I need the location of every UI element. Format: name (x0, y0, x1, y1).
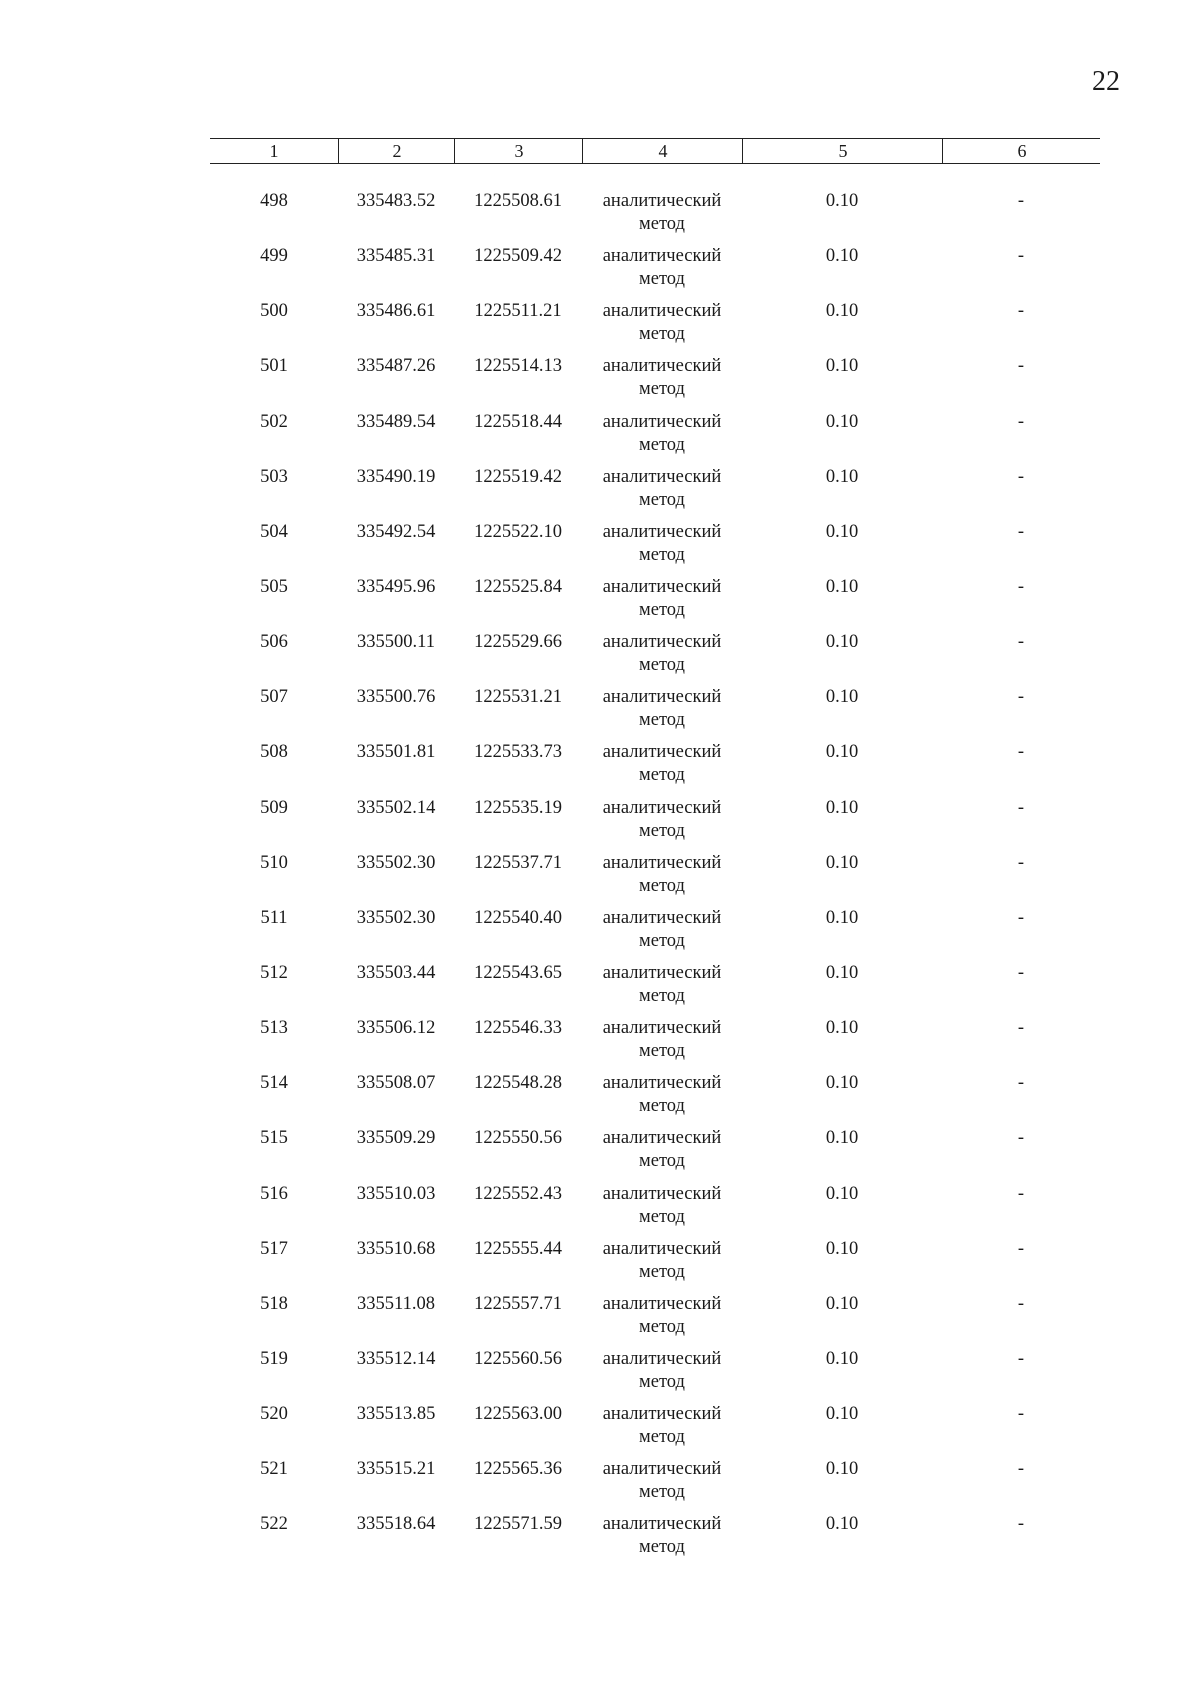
table-row (210, 245, 1100, 300)
coordinate-y: 1225509.42 (474, 246, 562, 267)
table-row (210, 1348, 1100, 1403)
point-number: 521 (260, 1459, 288, 1480)
determination-method (582, 1458, 742, 1504)
coordinate-y: 1225548.28 (474, 1073, 562, 1094)
coordinate-y: 1225535.19 (474, 797, 562, 818)
method-line-1: аналитический (602, 301, 722, 322)
precision-value: 0.10 (825, 1404, 859, 1425)
method-line-2: метод (639, 1371, 685, 1392)
note-value: - (1017, 632, 1025, 653)
table-row (210, 962, 1100, 1017)
note-value: - (1017, 521, 1025, 542)
method-line-2: метод (639, 1537, 685, 1558)
coordinate-y: 1225508.61 (474, 191, 562, 211)
table-row (210, 741, 1100, 796)
method-line-2: метод (639, 930, 685, 951)
determination-method (582, 355, 742, 401)
point-number: 505 (260, 576, 288, 597)
determination-method (582, 1238, 742, 1284)
note-value: - (1017, 466, 1025, 487)
page-number: 22 (1092, 66, 1120, 97)
precision-value: 0.10 (825, 1073, 859, 1094)
method-line-2: метод (639, 1041, 685, 1062)
method-line-2: метод (639, 820, 685, 841)
coordinate-x: 335510.03 (356, 1183, 436, 1204)
method-line-1: аналитический (602, 1238, 722, 1259)
coordinate-x: 335483.52 (356, 191, 436, 211)
determination-method (582, 1348, 742, 1394)
point-number: 511 (260, 907, 288, 928)
coordinate-x: 335508.07 (356, 1073, 436, 1094)
point-number: 516 (260, 1183, 288, 1204)
determination-method (582, 1293, 742, 1339)
note-value: - (1017, 301, 1025, 322)
determination-method (582, 466, 742, 512)
precision-value: 0.10 (825, 411, 859, 432)
method-line-1: аналитический (602, 742, 722, 763)
note-value: - (1017, 1348, 1025, 1369)
coordinate-x: 335513.85 (356, 1404, 436, 1425)
table-row (210, 1238, 1100, 1293)
table-row (210, 1183, 1100, 1238)
point-number: 499 (260, 246, 288, 267)
coordinate-x: 335502.30 (356, 907, 436, 928)
note-value: - (1017, 1128, 1025, 1149)
method-line-2: метод (639, 765, 685, 786)
method-line-1: аналитический (602, 852, 722, 873)
precision-value: 0.10 (825, 1238, 859, 1259)
point-number: 498 (260, 191, 288, 211)
note-value: - (1017, 962, 1025, 983)
coordinate-y: 1225519.42 (474, 466, 562, 487)
method-line-1: аналитический (602, 246, 722, 267)
determination-method (582, 741, 742, 787)
determination-method (582, 631, 742, 677)
coordinate-x: 335510.68 (356, 1238, 436, 1259)
determination-method (582, 1183, 742, 1229)
precision-value: 0.10 (825, 191, 859, 211)
note-value: - (1017, 852, 1025, 873)
coordinate-x: 335509.29 (356, 1128, 436, 1149)
determination-method (582, 797, 742, 843)
note-value: - (1017, 1073, 1025, 1094)
determination-method (582, 521, 742, 567)
method-line-2: метод (639, 1206, 685, 1227)
coordinate-y: 1225540.40 (474, 907, 562, 928)
point-number: 517 (260, 1238, 288, 1259)
point-number: 504 (260, 521, 288, 542)
table-row (210, 631, 1100, 686)
coordinate-y: 1225565.36 (474, 1459, 562, 1480)
table-row (210, 1017, 1100, 1072)
method-line-2: метод (639, 710, 685, 731)
table-row (210, 852, 1100, 907)
coordinate-y: 1225514.13 (474, 356, 562, 377)
method-line-1: аналитический (602, 1459, 722, 1480)
determination-method (582, 300, 742, 346)
note-value: - (1017, 907, 1025, 928)
table-header (210, 138, 1100, 164)
note-value: - (1017, 1293, 1025, 1314)
precision-value: 0.10 (825, 1128, 859, 1149)
method-line-1: аналитический (602, 1404, 722, 1425)
precision-value: 0.10 (825, 246, 859, 267)
note-value: - (1017, 1459, 1025, 1480)
table-row (210, 466, 1100, 521)
coordinate-x: 335512.14 (356, 1348, 436, 1369)
note-value: - (1017, 1183, 1025, 1204)
precision-value: 0.10 (825, 1183, 859, 1204)
method-line-2: метод (639, 985, 685, 1006)
point-number: 514 (260, 1073, 288, 1094)
determination-method (582, 245, 742, 291)
header-col-6: 6 (942, 139, 1101, 163)
header-col-4: 4 (582, 139, 743, 163)
coordinate-x: 335500.76 (356, 687, 436, 708)
note-value: - (1017, 797, 1025, 818)
point-number: 506 (260, 632, 288, 653)
point-number: 512 (260, 962, 288, 983)
precision-value: 0.10 (825, 742, 859, 763)
precision-value: 0.10 (825, 1018, 859, 1039)
method-line-1: аналитический (602, 1073, 722, 1094)
table-row (210, 355, 1100, 410)
precision-value: 0.10 (825, 1459, 859, 1480)
precision-value: 0.10 (825, 632, 859, 653)
method-line-2: метод (639, 1316, 685, 1337)
point-number: 510 (260, 852, 288, 873)
note-value: - (1017, 356, 1025, 377)
coordinate-x: 335487.26 (356, 356, 436, 377)
note-value: - (1017, 246, 1025, 267)
coordinate-x: 335500.11 (357, 632, 435, 653)
coordinate-y: 1225563.00 (474, 1404, 562, 1425)
method-line-2: метод (639, 1482, 685, 1503)
table-row (210, 411, 1100, 466)
precision-value: 0.10 (825, 852, 859, 873)
point-number: 520 (260, 1404, 288, 1425)
table-row (210, 1458, 1100, 1513)
coordinate-y: 1225555.44 (474, 1238, 562, 1259)
method-line-1: аналитический (602, 521, 722, 542)
coordinate-x: 335502.14 (356, 797, 436, 818)
coordinate-x: 335492.54 (356, 521, 436, 542)
method-line-2: метод (639, 1151, 685, 1172)
note-value: - (1017, 1404, 1025, 1425)
determination-method (582, 1403, 742, 1449)
method-line-2: метод (639, 379, 685, 400)
determination-method (582, 1072, 742, 1118)
method-line-2: метод (639, 875, 685, 896)
header-col-1: 1 (269, 141, 279, 161)
precision-value: 0.10 (825, 962, 859, 983)
determination-method (582, 962, 742, 1008)
coordinate-y: 1225543.65 (474, 962, 562, 983)
coordinate-y: 1225557.71 (474, 1293, 562, 1314)
note-value: - (1017, 687, 1025, 708)
determination-method (582, 576, 742, 622)
table-row (210, 300, 1100, 355)
method-line-1: аналитический (602, 797, 722, 818)
determination-method (582, 411, 742, 457)
coordinate-y: 1225546.33 (474, 1018, 562, 1039)
point-number: 503 (260, 466, 288, 487)
coordinate-y: 1225531.21 (474, 687, 562, 708)
point-number: 509 (260, 797, 288, 818)
method-line-2: метод (639, 599, 685, 620)
coordinate-x: 335506.12 (356, 1018, 436, 1039)
method-line-1: аналитический (602, 356, 722, 377)
table-row (210, 797, 1100, 852)
method-line-2: метод (639, 655, 685, 676)
header-col-2: 2 (338, 139, 455, 163)
precision-value: 0.10 (825, 907, 859, 928)
coordinate-x: 335489.54 (356, 411, 436, 432)
method-line-2: метод (639, 214, 685, 234)
coordinate-y: 1225511.21 (474, 301, 562, 322)
note-value: - (1017, 1238, 1025, 1259)
table-row (210, 1072, 1100, 1127)
determination-method (582, 852, 742, 898)
method-line-2: метод (639, 544, 685, 565)
precision-value: 0.10 (825, 1293, 859, 1314)
note-value: - (1017, 742, 1025, 763)
method-line-1: аналитический (602, 466, 722, 487)
coordinate-x: 335495.96 (356, 576, 436, 597)
method-line-1: аналитический (602, 1514, 722, 1535)
header-col-5: 5 (742, 139, 943, 163)
note-value: - (1017, 411, 1025, 432)
coordinate-y: 1225552.43 (474, 1183, 562, 1204)
point-number: 519 (260, 1348, 288, 1369)
method-line-1: аналитический (602, 962, 722, 983)
coordinate-y: 1225533.73 (474, 742, 562, 763)
precision-value: 0.10 (825, 576, 859, 597)
coordinate-x: 335490.19 (356, 466, 436, 487)
determination-method (582, 1513, 742, 1559)
coordinate-x: 335518.64 (356, 1514, 436, 1535)
method-line-1: аналитический (602, 411, 722, 432)
precision-value: 0.10 (825, 797, 859, 818)
point-number: 515 (260, 1128, 288, 1149)
method-line-1: аналитический (602, 1348, 722, 1369)
coordinate-y: 1225571.59 (474, 1514, 562, 1535)
method-line-2: метод (639, 1427, 685, 1448)
determination-method (582, 190, 742, 236)
coordinate-x: 335501.81 (356, 742, 436, 763)
coordinate-x: 335515.21 (356, 1459, 436, 1480)
table-body (210, 190, 1100, 1569)
precision-value: 0.10 (825, 356, 859, 377)
table-row (210, 1127, 1100, 1182)
point-number: 513 (260, 1018, 288, 1039)
coordinate-y: 1225537.71 (474, 852, 562, 873)
method-line-1: аналитический (602, 1018, 722, 1039)
method-line-2: метод (639, 269, 685, 290)
point-number: 500 (260, 301, 288, 322)
coordinate-y: 1225560.56 (474, 1348, 562, 1369)
table-row (210, 907, 1100, 962)
method-line-2: метод (639, 1261, 685, 1282)
coordinate-x: 335486.61 (356, 301, 436, 322)
method-line-2: метод (639, 489, 685, 510)
determination-method (582, 686, 742, 732)
precision-value: 0.10 (825, 1514, 859, 1535)
method-line-2: метод (639, 434, 685, 455)
coordinate-y: 1225525.84 (474, 576, 562, 597)
table-row (210, 521, 1100, 576)
precision-value: 0.10 (825, 466, 859, 487)
point-number: 502 (260, 411, 288, 432)
point-number: 501 (260, 356, 288, 377)
note-value: - (1017, 191, 1025, 211)
note-value: - (1017, 1514, 1025, 1535)
table-row (210, 1513, 1100, 1568)
method-line-1: аналитический (602, 191, 722, 211)
coordinate-y: 1225522.10 (474, 521, 562, 542)
table-row (210, 190, 1100, 245)
precision-value: 0.10 (825, 521, 859, 542)
point-number: 522 (260, 1514, 288, 1535)
table-row (210, 1293, 1100, 1348)
point-number: 507 (260, 687, 288, 708)
coordinate-y: 1225529.66 (474, 632, 562, 653)
point-number: 508 (260, 742, 288, 763)
method-line-1: аналитический (602, 1183, 722, 1204)
note-value: - (1017, 1018, 1025, 1039)
coordinate-y: 1225518.44 (474, 411, 562, 432)
method-line-2: метод (639, 1096, 685, 1117)
method-line-1: аналитический (602, 1293, 722, 1314)
coordinate-x: 335511.08 (357, 1293, 435, 1314)
table-row (210, 576, 1100, 631)
precision-value: 0.10 (825, 301, 859, 322)
method-line-1: аналитический (602, 687, 722, 708)
determination-method (582, 1017, 742, 1063)
table-row (210, 686, 1100, 741)
header-col-3: 3 (454, 139, 583, 163)
table-row (210, 1403, 1100, 1458)
method-line-1: аналитический (602, 632, 722, 653)
coordinate-x: 335502.30 (356, 852, 436, 873)
precision-value: 0.10 (825, 687, 859, 708)
coordinate-x: 335503.44 (356, 962, 436, 983)
note-value: - (1017, 576, 1025, 597)
method-line-1: аналитический (602, 907, 722, 928)
determination-method (582, 1127, 742, 1173)
precision-value: 0.10 (825, 1348, 859, 1369)
method-line-1: аналитический (602, 1128, 722, 1149)
coordinate-x: 335485.31 (356, 246, 436, 267)
determination-method (582, 907, 742, 953)
point-number: 518 (260, 1293, 288, 1314)
method-line-1: аналитический (602, 576, 722, 597)
coordinate-y: 1225550.56 (474, 1128, 562, 1149)
method-line-2: метод (639, 324, 685, 345)
